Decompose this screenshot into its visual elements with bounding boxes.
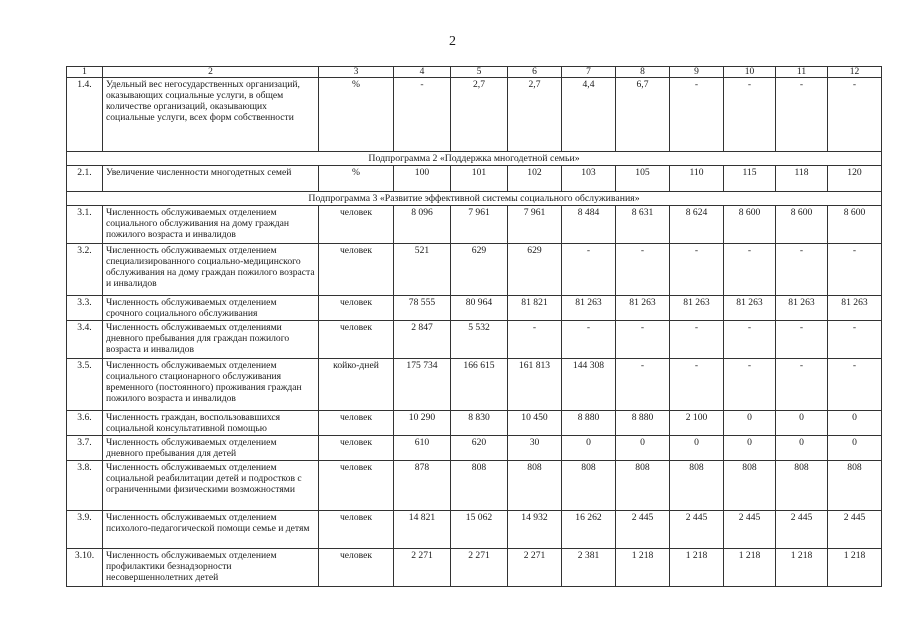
column-header: 7: [562, 67, 616, 78]
table-body: [67, 67, 882, 587]
row-value: 0: [616, 436, 670, 461]
section-title: Подпрограмма 3 «Развитие эффективной системы социального обслуживания»: [67, 192, 882, 206]
column-header: 6: [508, 67, 562, 78]
row-indicator-name: Численность обслуживаемых отделением социального обслуживания на дому граждан пожилого возраста и инвалидов: [103, 206, 319, 244]
row-value: 1 218: [776, 549, 828, 587]
row-number: 3.7.: [67, 436, 103, 461]
column-header: 3: [319, 67, 394, 78]
row-number: 3.9.: [67, 511, 103, 549]
row-indicator-name: Численность граждан, воспользовавшихся социальной консультативной помощью: [103, 411, 319, 436]
row-value: 2 445: [776, 511, 828, 549]
row-number: 3.5.: [67, 359, 103, 411]
row-value: 105: [616, 166, 670, 192]
row-unit: человек: [319, 296, 394, 321]
row-value: -: [670, 359, 724, 411]
row-value: 10 290: [394, 411, 451, 436]
row-value: 0: [724, 411, 776, 436]
row-value: 808: [562, 461, 616, 511]
row-value: -: [724, 78, 776, 152]
table-row: [67, 244, 882, 296]
row-unit: %: [319, 78, 394, 152]
row-value: 8 880: [616, 411, 670, 436]
row-value: -: [508, 321, 562, 359]
table-row: [67, 411, 882, 436]
row-value: 7 961: [508, 206, 562, 244]
row-value: -: [562, 244, 616, 296]
row-value: -: [828, 321, 882, 359]
table-row: [67, 359, 882, 411]
row-value: 2 271: [508, 549, 562, 587]
row-value: 30: [508, 436, 562, 461]
row-indicator-name: Численность обслуживаемых отделением социального стационарного обслуживания временного (постоянного) проживания граждан пожилого возраста и инвалидов: [103, 359, 319, 411]
row-value: 166 615: [451, 359, 508, 411]
row-value: 8 600: [828, 206, 882, 244]
row-value: 81 821: [508, 296, 562, 321]
section-title: Подпрограмма 2 «Поддержка многодетной семьи»: [67, 152, 882, 166]
row-value: 2 100: [670, 411, 724, 436]
row-number: 3.6.: [67, 411, 103, 436]
row-value: 81 263: [670, 296, 724, 321]
row-value: 8 600: [724, 206, 776, 244]
row-indicator-name: Удельный вес негосударственных организаций, оказывающих социальные услуги, в общем количестве организаций, оказывающих социальные услуги, всех форм собственности: [103, 78, 319, 152]
row-value: -: [828, 244, 882, 296]
row-indicator-name: Численность обслуживаемых отделением дневного пребывания для детей: [103, 436, 319, 461]
row-value: 620: [451, 436, 508, 461]
row-value: 80 964: [451, 296, 508, 321]
column-header: 5: [451, 67, 508, 78]
section-row: [67, 192, 882, 206]
row-value: 81 263: [828, 296, 882, 321]
row-value: 2 847: [394, 321, 451, 359]
row-value: 808: [508, 461, 562, 511]
row-unit: человек: [319, 411, 394, 436]
row-number: 2.1.: [67, 166, 103, 192]
row-value: -: [776, 78, 828, 152]
row-value: 8 880: [562, 411, 616, 436]
row-number: 3.10.: [67, 549, 103, 587]
row-value: -: [670, 321, 724, 359]
row-value: 878: [394, 461, 451, 511]
row-value: 8 830: [451, 411, 508, 436]
row-value: 808: [451, 461, 508, 511]
table-row: [67, 206, 882, 244]
column-header: 12: [828, 67, 882, 78]
row-value: 6,7: [616, 78, 670, 152]
row-value: 808: [670, 461, 724, 511]
row-value: 144 308: [562, 359, 616, 411]
row-value: 2 271: [394, 549, 451, 587]
row-value: 0: [828, 411, 882, 436]
row-value: 4,4: [562, 78, 616, 152]
row-value: -: [670, 78, 724, 152]
row-unit: человек: [319, 436, 394, 461]
column-header: 9: [670, 67, 724, 78]
table-row: [67, 511, 882, 549]
table-row: [67, 296, 882, 321]
row-value: 103: [562, 166, 616, 192]
row-value: -: [776, 321, 828, 359]
row-value: 7 961: [451, 206, 508, 244]
table-row: [67, 461, 882, 511]
row-value: 5 532: [451, 321, 508, 359]
row-value: -: [776, 359, 828, 411]
row-number: 3.3.: [67, 296, 103, 321]
row-value: 78 555: [394, 296, 451, 321]
row-value: 0: [828, 436, 882, 461]
row-value: 161 813: [508, 359, 562, 411]
row-value: 0: [670, 436, 724, 461]
row-value: -: [616, 359, 670, 411]
row-value: 0: [724, 436, 776, 461]
row-value: 8 631: [616, 206, 670, 244]
row-value: 1 218: [616, 549, 670, 587]
row-value: 808: [724, 461, 776, 511]
row-value: 1 218: [670, 549, 724, 587]
row-value: 2,7: [508, 78, 562, 152]
row-indicator-name: Численность обслуживаемых отделением профилактики безнадзорности несовершеннолетних детей: [103, 549, 319, 587]
row-unit: человек: [319, 244, 394, 296]
row-indicator-name: Численность обслуживаемых отделением социальной реабилитации детей и подростков с ограниченными физическими возможностями: [103, 461, 319, 511]
row-unit: человек: [319, 549, 394, 587]
row-value: -: [562, 321, 616, 359]
row-value: 808: [616, 461, 670, 511]
row-value: 1 218: [828, 549, 882, 587]
row-value: 120: [828, 166, 882, 192]
row-value: 10 450: [508, 411, 562, 436]
row-value: 8 624: [670, 206, 724, 244]
row-value: 1 218: [724, 549, 776, 587]
row-value: 81 263: [776, 296, 828, 321]
row-value: 15 062: [451, 511, 508, 549]
row-value: 100: [394, 166, 451, 192]
row-unit: койко-дней: [319, 359, 394, 411]
header-row: [67, 67, 882, 78]
table-row: [67, 78, 882, 152]
page-number: 2: [449, 34, 456, 49]
row-indicator-name: Численность обслуживаемых отделениями дневного пребывания для граждан пожилого возраста и инвалидов: [103, 321, 319, 359]
row-value: 14 932: [508, 511, 562, 549]
row-indicator-name: Увеличение численности многодетных семей: [103, 166, 319, 192]
row-value: 2 271: [451, 549, 508, 587]
row-value: 808: [828, 461, 882, 511]
row-value: 2 445: [616, 511, 670, 549]
row-value: 8 600: [776, 206, 828, 244]
row-number: 1.4.: [67, 78, 103, 152]
row-number: 3.2.: [67, 244, 103, 296]
row-value: 808: [776, 461, 828, 511]
column-header: 4: [394, 67, 451, 78]
row-value: 115: [724, 166, 776, 192]
row-indicator-name: Численность обслуживаемых отделением срочного социального обслуживания: [103, 296, 319, 321]
row-value: 610: [394, 436, 451, 461]
row-value: -: [828, 359, 882, 411]
row-value: 8 096: [394, 206, 451, 244]
row-value: 0: [562, 436, 616, 461]
row-unit: человек: [319, 511, 394, 549]
row-value: 14 821: [394, 511, 451, 549]
row-number: 3.1.: [67, 206, 103, 244]
row-unit: человек: [319, 321, 394, 359]
row-value: 2 445: [828, 511, 882, 549]
row-value: 102: [508, 166, 562, 192]
row-value: -: [724, 244, 776, 296]
row-value: 2 445: [670, 511, 724, 549]
table-row: [67, 166, 882, 192]
column-header: 11: [776, 67, 828, 78]
row-value: -: [616, 244, 670, 296]
column-header: 1: [67, 67, 103, 78]
column-header: 8: [616, 67, 670, 78]
row-value: -: [670, 244, 724, 296]
row-value: 629: [508, 244, 562, 296]
row-value: 175 734: [394, 359, 451, 411]
row-value: 8 484: [562, 206, 616, 244]
table-row: [67, 321, 882, 359]
row-unit: человек: [319, 461, 394, 511]
row-value: 521: [394, 244, 451, 296]
table-row: [67, 436, 882, 461]
row-value: 629: [451, 244, 508, 296]
row-unit: %: [319, 166, 394, 192]
row-value: 81 263: [724, 296, 776, 321]
row-value: 2 381: [562, 549, 616, 587]
row-value: 81 263: [616, 296, 670, 321]
row-value: -: [828, 78, 882, 152]
row-value: 16 262: [562, 511, 616, 549]
row-value: -: [724, 359, 776, 411]
row-value: 81 263: [562, 296, 616, 321]
indicators-table: [66, 66, 882, 587]
row-number: 3.4.: [67, 321, 103, 359]
row-indicator-name: Численность обслуживаемых отделением психолого-педагогической помощи семье и детям: [103, 511, 319, 549]
row-unit: человек: [319, 206, 394, 244]
row-value: -: [776, 244, 828, 296]
column-header: 2: [103, 67, 319, 78]
table-row: [67, 549, 882, 587]
row-indicator-name: Численность обслуживаемых отделением специализированного социально-медицинского обслуживания на дому граждан пожилого возраста и инвалидов: [103, 244, 319, 296]
column-header: 10: [724, 67, 776, 78]
row-number: 3.8.: [67, 461, 103, 511]
row-value: -: [616, 321, 670, 359]
row-value: 2 445: [724, 511, 776, 549]
row-value: -: [724, 321, 776, 359]
row-value: 0: [776, 436, 828, 461]
row-value: 101: [451, 166, 508, 192]
section-row: [67, 152, 882, 166]
row-value: 2,7: [451, 78, 508, 152]
row-value: -: [394, 78, 451, 152]
row-value: 118: [776, 166, 828, 192]
row-value: 0: [776, 411, 828, 436]
row-value: 110: [670, 166, 724, 192]
